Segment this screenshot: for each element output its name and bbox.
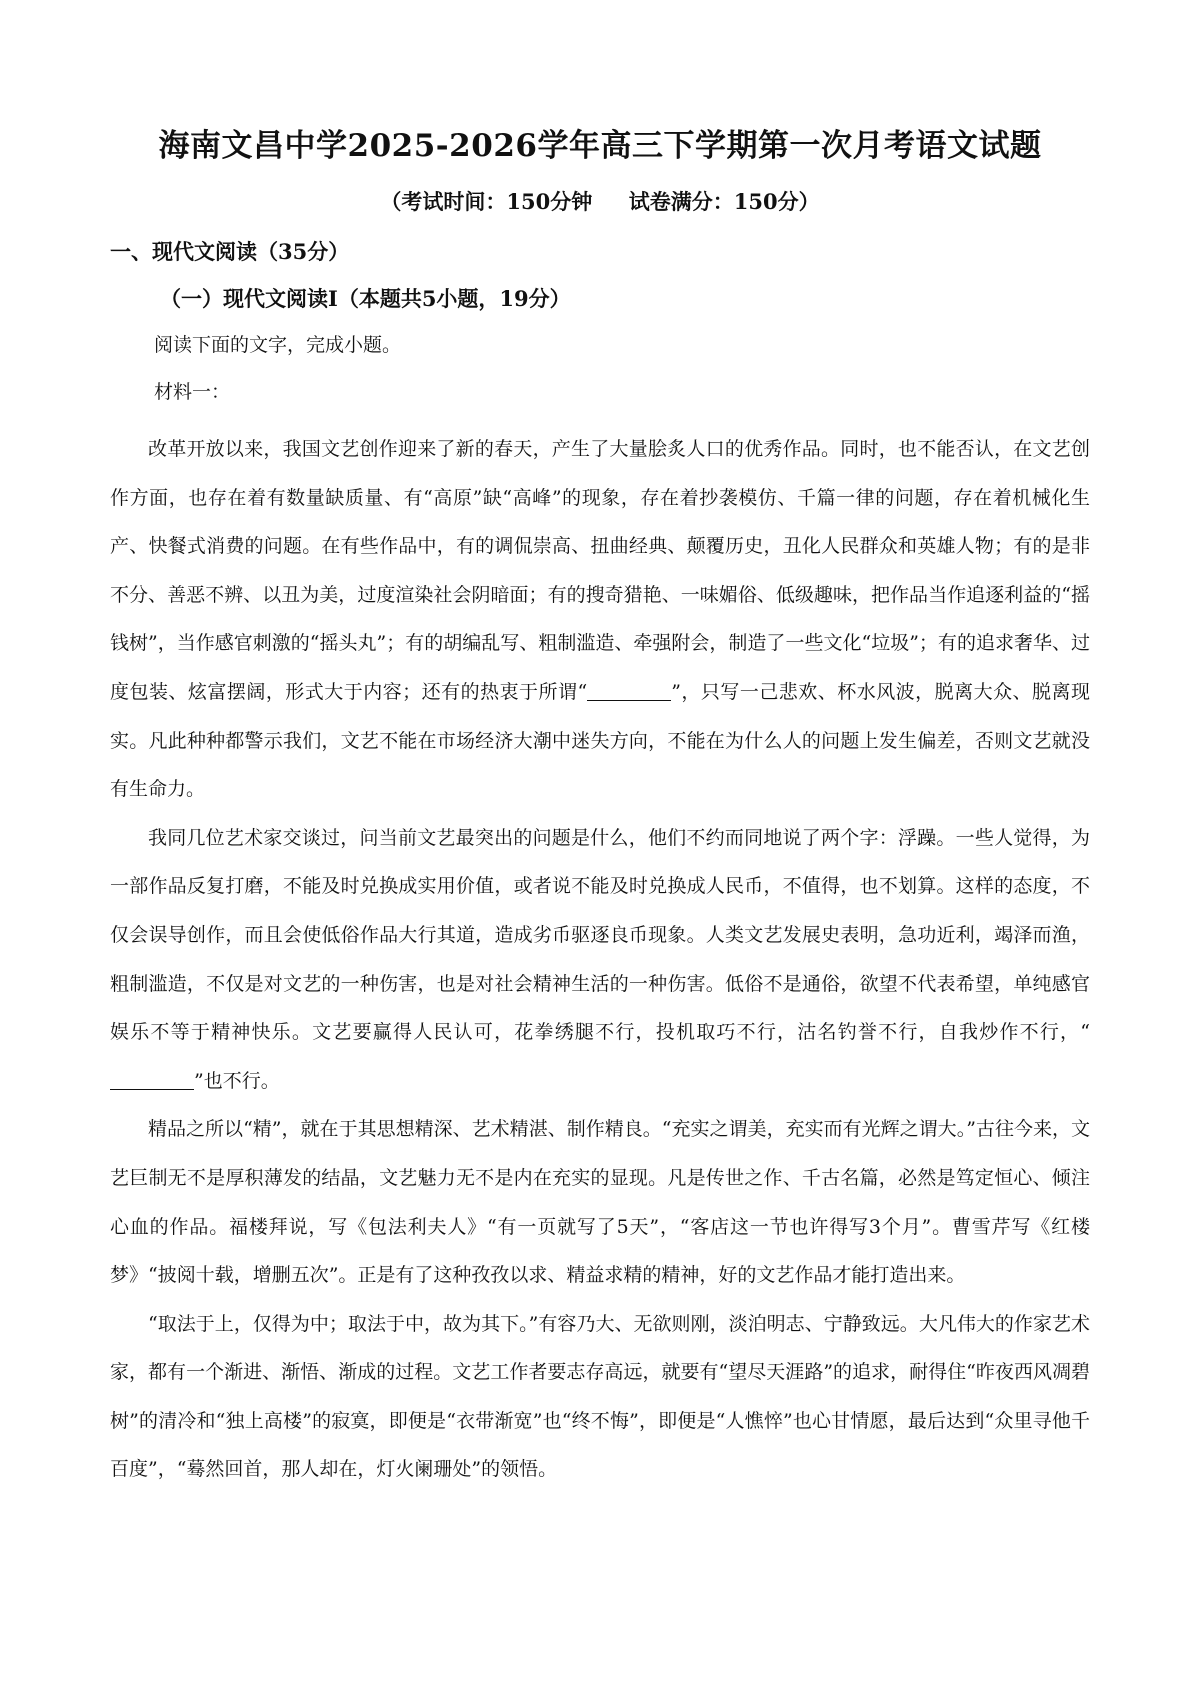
paragraph-1-text-a: 改革开放以来，我国文艺创作迎来了新的春天，产生了大量脍炙人口的优秀作品。同时，也不能否认，在文艺创作方面，也存在着有数量缺质量、有“高原”缺“高峰”的现象，存在着抄袭模仿、千篇一律的问题，存在着机械化生产、快餐式消费的问题。在有些作品中，有的调侃崇高、扭曲经典、颠覆历史，丑化人民群众和英雄人物；有的是非不分、善恶不辨、以丑为美，过度渲染社会阴暗面；有的搜奇猎艳、一味媚俗、低级趣味，把作品当作追逐利益的“摇钱树”，当作感官刺激的“摇头丸”；有的胡编乱写、粗制滥造、牵强附会，制造了一些文化“垃圾”；有的追求奢华、过度包装、炫富摆阔，形式大于内容；还有的热衷于所谓: [110, 438, 1090, 703]
paragraph-1-text-b: ”，只写一己悲欢、杯水风波，脱离大众、脱离现实。凡此种种都警示我们，文艺不能在市场经济大潮中迷失方向，不能在为什么人的问题上发生偏差，否则文艺就没有生命力。: [110, 680, 1090, 801]
reading-instruction: 阅读下面的文字，完成小题。: [154, 334, 402, 356]
exam-title: 海南文昌中学2025-2026学年高三下学期第一次月考语文试题: [158, 128, 1042, 164]
paragraph-2-text-a: 我同几位艺术家交谈过，问当前文艺最突出的问题是什么，他们不约而同地说了两个字：浮躁。一些人觉得，为一部作品反复打磨，不能及时兑换成实用价值，或者说不能及时兑换成人民币，不值得，也不划算。这样的态度，不仅会误导创作，而且会使低俗作品大行其道，造成劣币驱逐良币现象。人类文艺发展史表明，急功近利，竭泽而渔，粗制滥造，不仅是对文艺的一种伤害，也是对社会精神生活的一种伤害。低俗不是通俗，欲望不代表希望，单纯感官娱乐不等于精神快乐。文艺要赢得人民认可，花拳绣腿不行，投机取巧不行，沽名钓誉不行，自我炒作不行，: [110, 826, 1090, 1044]
subsection-heading: （一）现代文阅读Ⅰ（本题共5小题，19分）: [160, 286, 571, 311]
fill-blank-1: [587, 681, 671, 701]
section-heading: 一、现代文阅读（35分）: [110, 239, 350, 264]
quote-mark: “: [577, 680, 588, 703]
exam-subtitle: （考试时间：150分钟 试卷满分：150分）: [380, 189, 820, 214]
paragraph-1: [110, 425, 1090, 814]
paragraph-3: 精品之所以“精”，就在于其思想精深、艺术精湛、制作精良。“充实之谓美，充实而有光辉之谓大。”古往今来，文艺巨制无不是厚积薄发的结晶，文艺魅力无不是内在充实的显现。凡是传世之作、千古名篇，必然是笃定恒心、倾注心血的作品。福楼拜说，写《包法利夫人》“有一页就写了5天”，“客店这一节也许得写3个月”。曹雪芹写《红楼梦》“披阅十载，增删五次”。正是有了这种孜孜以求、精益求精的精神，好的文艺作品才能打造出来。: [110, 1118, 1090, 1287]
material-label: 材料一：: [154, 381, 231, 403]
quote-mark: “: [1080, 1021, 1090, 1044]
fill-blank-2: [110, 1070, 194, 1090]
article-body: [110, 425, 1090, 1494]
paragraph-2-text-b: ”也不行。: [194, 1069, 280, 1092]
paragraph-4: “取法于上，仅得为中；取法于中，故为其下。”有容乃大、无欲则刚，淡泊明志、宁静致远。大凡伟大的作家艺术家，都有一个渐进、渐悟、渐成的过程。文艺工作者要志存高远，就要有“望尽天涯路”的追求，耐得住“昨夜西风凋碧树”的清冷和“独上高楼”的寂寞，即便是“衣带渐宽”也“终不悔”，即便是“人憔悴”也心甘情愿，最后达到“众里寻他千百度”，“蓦然回首，那人却在，灯火阑珊处”的领悟。: [110, 1312, 1090, 1481]
paragraph-2: [110, 814, 1090, 1106]
